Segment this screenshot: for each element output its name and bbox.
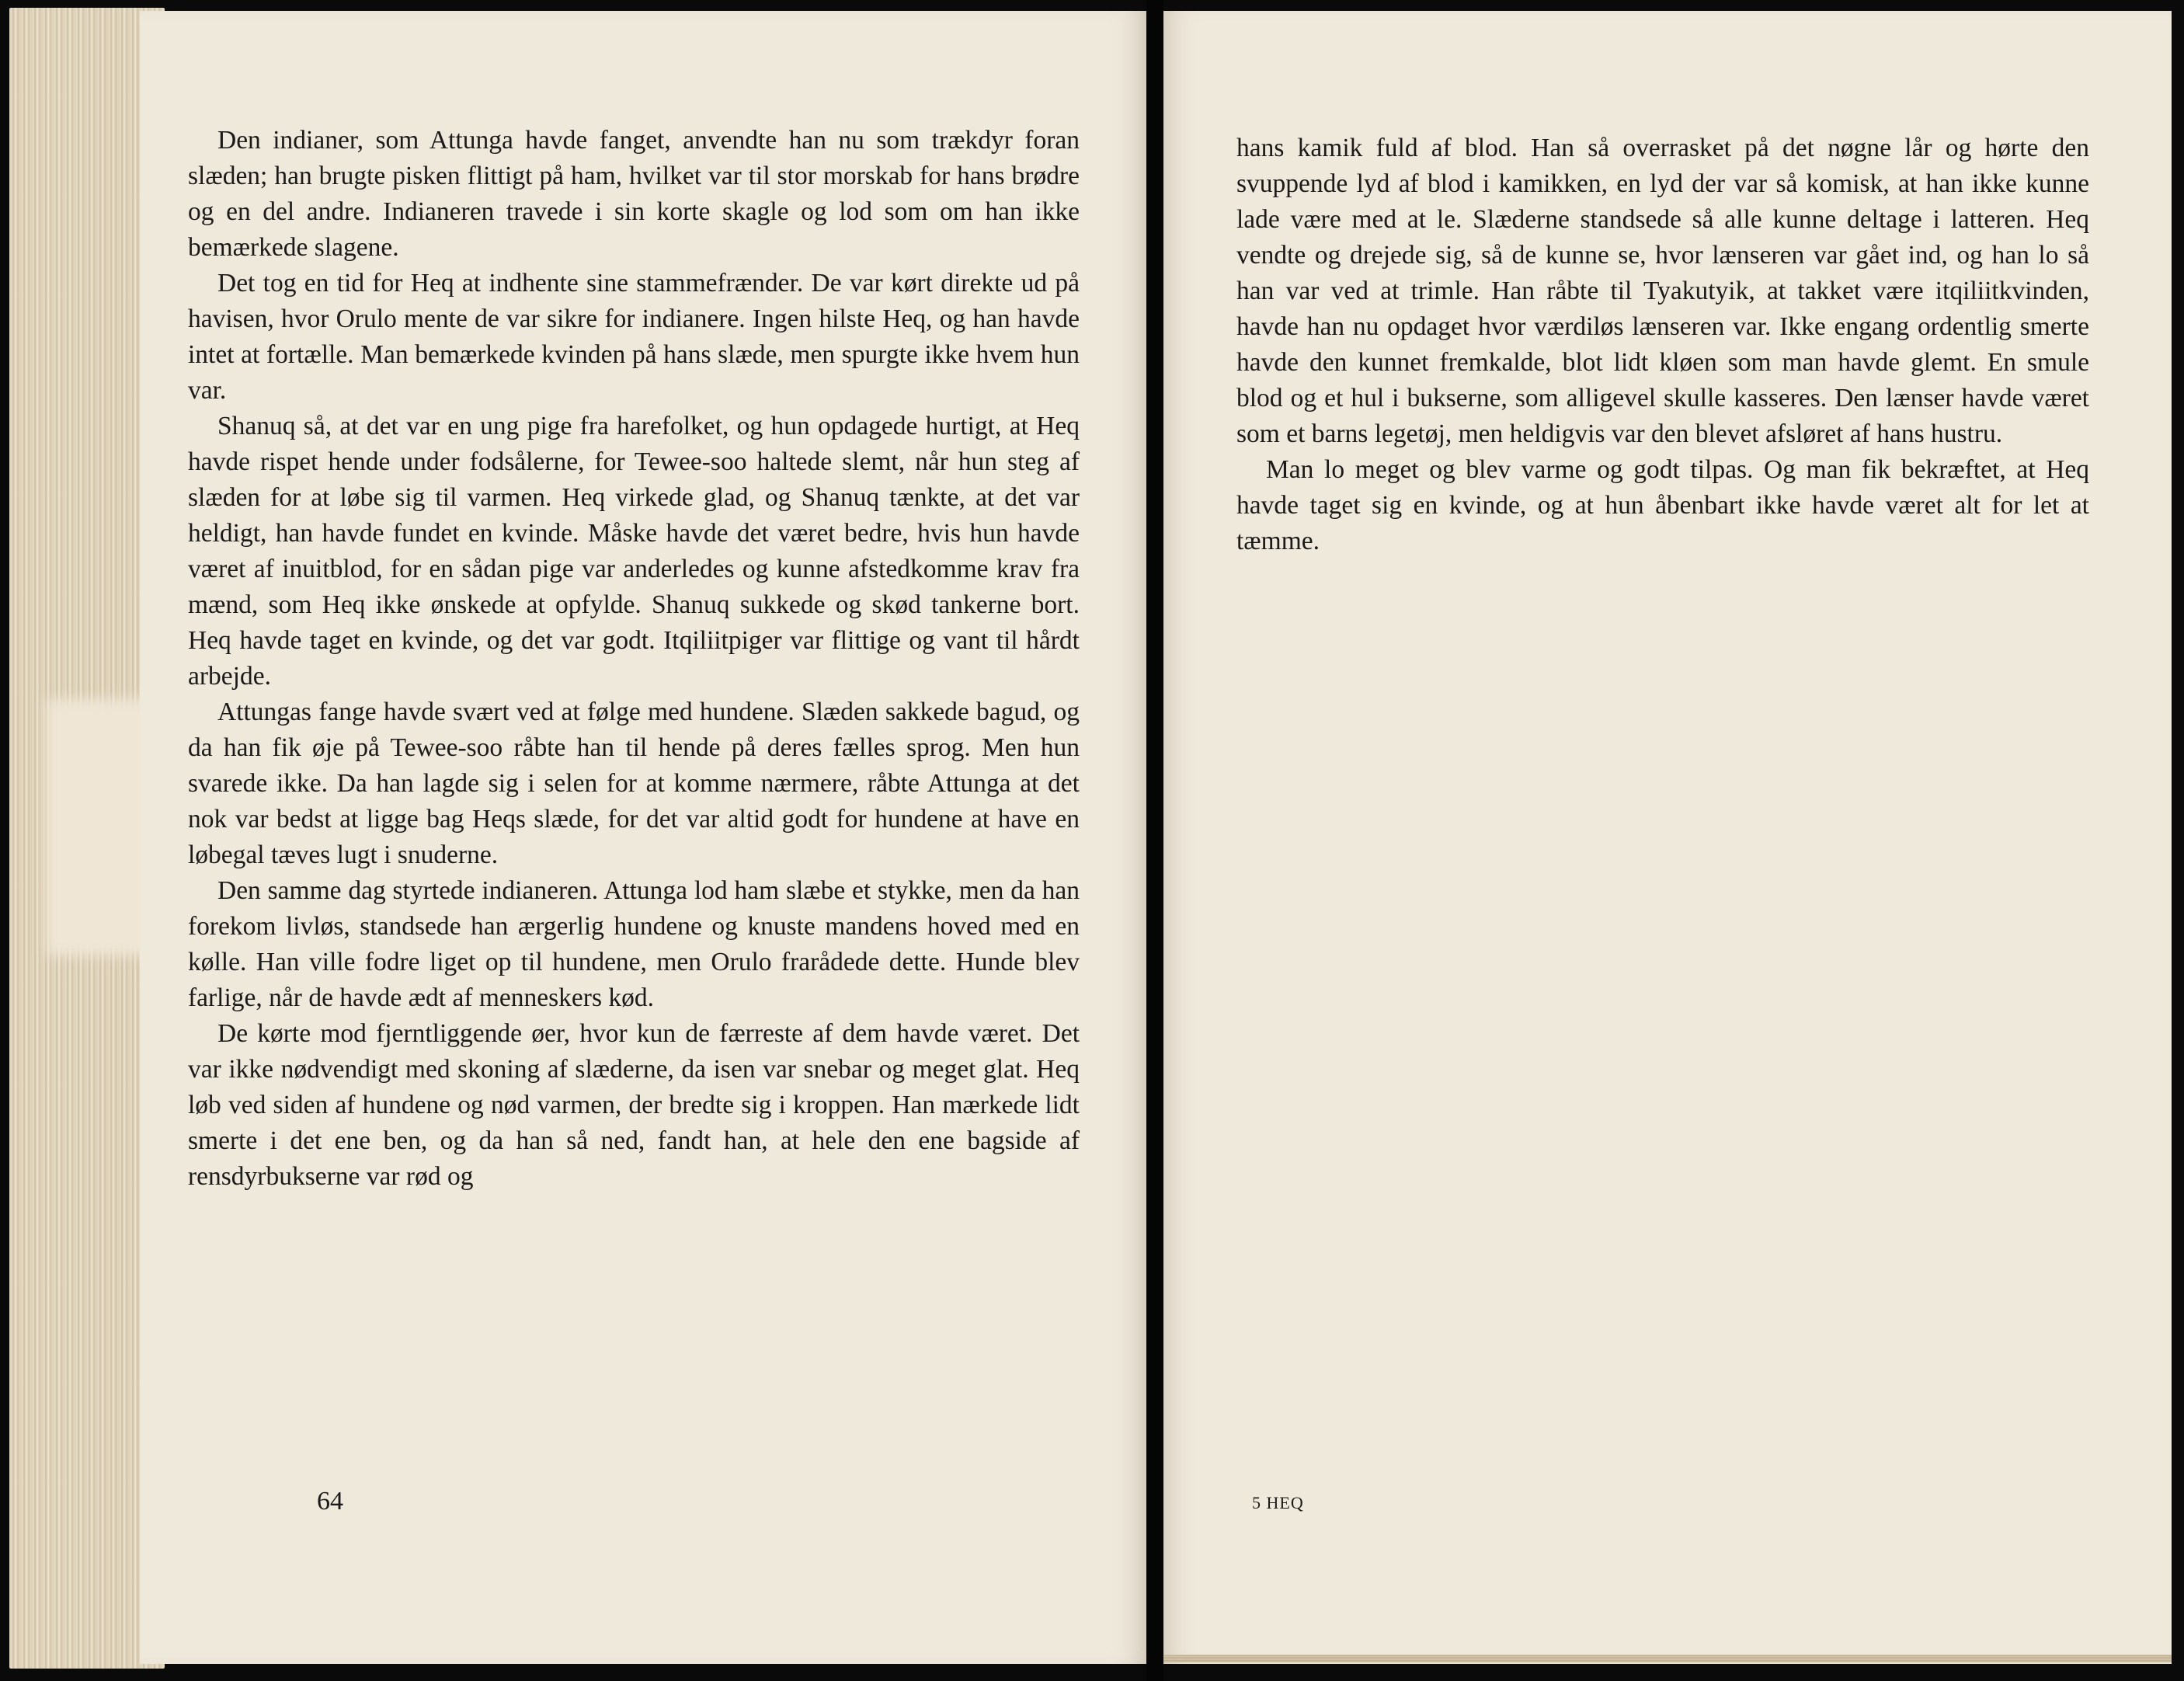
- page-number: 64: [317, 1487, 343, 1516]
- paragraph: De kørte mod fjerntliggende øer, hvor kun de færreste af dem havde været. Det var ikke nødvendigt med skoning af slæderne, da isen var snebar og meget glat. Heq løb ved siden af hundene og nød varmen, der bredte sig i kroppen. Han mærkede lidt smerte i det ene ben, og da han så ned, fandt han, at hele den ene bagside af rensdyrbukserne var rød og: [188, 1019, 1080, 1191]
- left-page: [140, 11, 1146, 1664]
- paragraph: Det tog en tid for Heq at indhente sine stammefrænder. De var kørt direkte ud på havisen, hvor Orulo mente de var sikre for indianere. Ingen hilste Heq, og han havde intet at fortælle. Man bemærkede kvinden på hans slæde, men spurgte ikke hvem hun var.: [188, 269, 1080, 405]
- signature-mark: 5 HEQ: [1252, 1493, 1304, 1512]
- paragraph: hans kamik fuld af blod. Han så overrasket på det nøgne lår og hørte den svuppende lyd af blod i kamikken, en lyd der var så komisk, at han ikke kunne lade være med at le. Slæderne standsede så alle kunne deltage i latteren. Heq vendte og drejede sig, så de kunne se, hvor lænseren var gået ind, og han lo så han var ved at trimle. Han råbte til Tyakutyik, at takket være itqiliitkvinden, havde han nu opdaget hvor værdiløs lænseren var. Ikke engang ordentlig smerte havde den kunnet fremkalde, blot lidt kløen som man havde glemt. En smule blod og et hul i bukserne, som alligevel skulle kasseres. Den lænser havde været som et barns legetøj, men heldigvis var den blevet afsløret af hans hustru.: [1236, 134, 2089, 448]
- bottom-page-edge: [1163, 1655, 2172, 1662]
- paragraph: Den samme dag styrtede indianeren. Attunga lod ham slæbe et stykke, men da han forekom livløs, standsede han ærgerlig hundene og knuste mandens hoved med en kølle. Han ville fodre liget op til hundene, men Orulo frarådede dette. Hunde blev farlige, når de havde ædt af menneskers kød.: [188, 876, 1080, 1012]
- paragraph: Attungas fange havde svært ved at følge med hundene. Slæden sakkede bagud, og da han fik øje på Tewee-soo råbte han til hende på deres fælles sprog. Men hun svarede ikke. Da han lagde sig i selen for at komme nærmere, råbte Attunga at det nok var bedst at ligge bag Heqs slæde, for det var altid godt for hundene at have en løbegal tæves lugt i snuderne.: [188, 698, 1080, 869]
- right-page: [1163, 11, 2172, 1664]
- gutter: [1146, 0, 1163, 1681]
- paragraph: Man lo meget og blev varme og godt tilpas. Og man fik bekræftet, at Heq havde taget sig en kvinde, og at hun åbenbart ikke havde været alt for let at tæmme.: [1236, 455, 2089, 555]
- left-page-text: [188, 123, 1080, 1195]
- right-page-text: [1236, 131, 2089, 559]
- paragraph: Shanuq så, at det var en ung pige fra harefolket, og hun opdagede hurtigt, at Heq havde rispet hende under fodsålerne, for Tewee-soo haltede slemt, når hun steg af slæden for at løbe sig til varmen. Heq virkede glad, og Shanuq tænkte, at det var heldigt, han havde fundet en kvinde. Måske havde det været bedre, hvis hun havde været af inuitblod, for en sådan pige var anderledes og kunne afstedkomme krav fra mænd, som Heq ikke ønskede at opfylde. Shanuq sukkede og skød tankerne bort. Heq havde taget en kvinde, og det var godt. Itqiliitpiger var flittige og vant til hårdt arbejde.: [188, 412, 1080, 691]
- paragraph: Den indianer, som Attunga havde fanget, anvendte han nu som trækdyr foran slæden; han brugte pisken flittigt på ham, hvilket var til stor morskab for hans brødre og en del andre. Indianeren travede i sin korte skagle og lod som om han ikke bemærkede slagene.: [188, 126, 1080, 262]
